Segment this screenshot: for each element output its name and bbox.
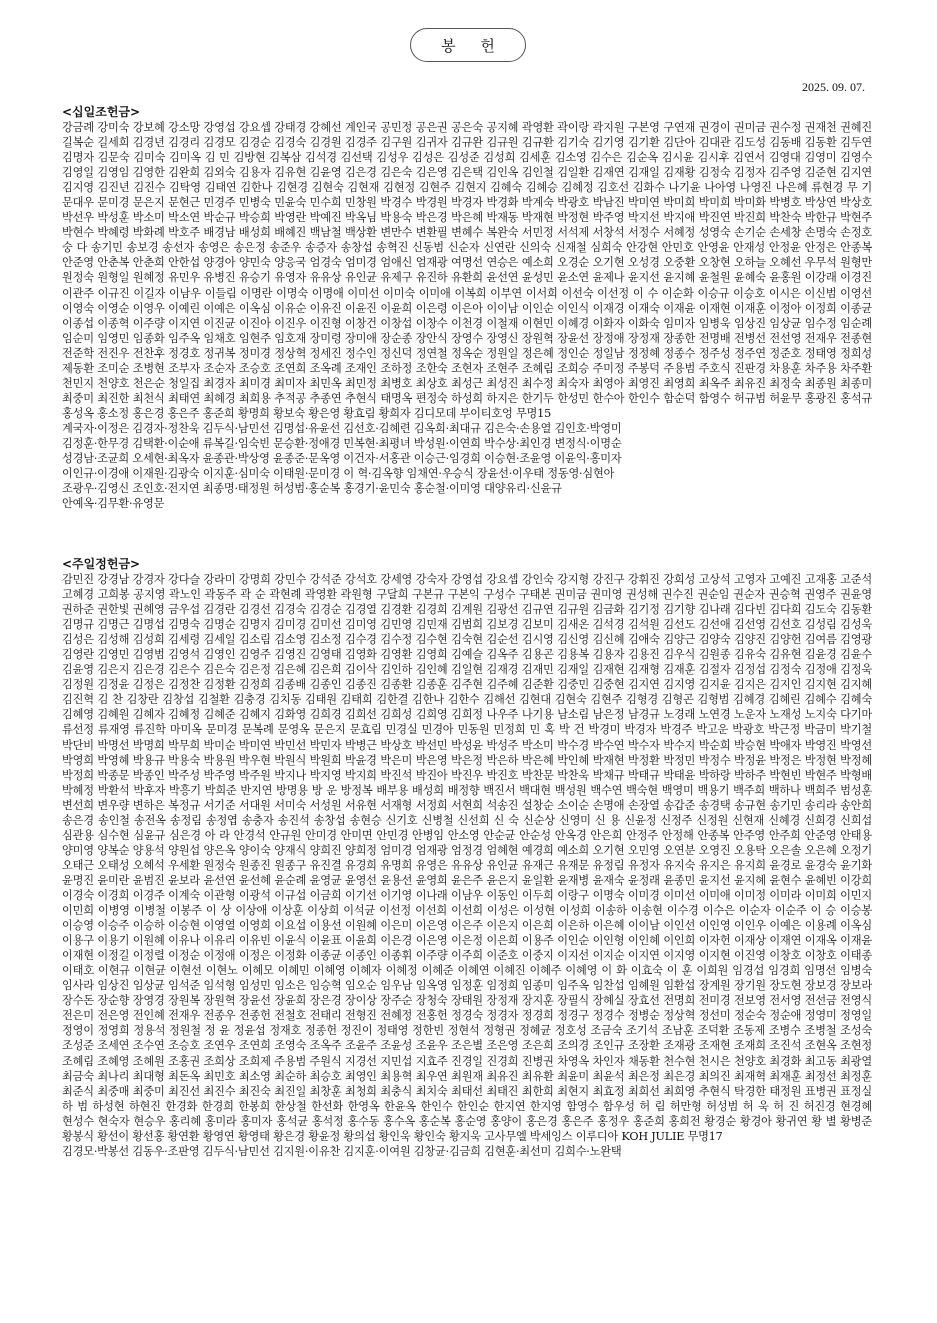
sunday-offering-section [62, 556, 872, 1159]
section-heading: <십일조헌금> [62, 105, 141, 119]
donor-names: 강금례 강미숙 강보혜 강소망 강영섭 강요셉 강태경 강혜선 계인국 공민정 공은권 공은숙 공지혜 곽영환 곽이랑 곽지원 구본영 구연재 권경이 권미금 권수정 권재천 권혜진 길복순 길세희 김경년 김경리 김경모 김경순 김경숙 김경원 김경주 김구원 김귀자 김규완 김규원 김규환 김기숙 김기영 김기환 김단아 김대관 김도성 김동배 김동환 김두연 김명자 김문숙 김미숙 김미옥 김 민 김방현 김복삼 김석경 김선택 김성우 김성은 김성준 김성희 김세훈 김소영 김수은 김순옥 김시윤 김시후 김연서 김영대 김영미 김영수 김영일 김영임 김영한 김완희 김외숙 김용자 김유현 김윤영 김은경 김은숙 김은영 김은택 김인옥 김인철 김일환 김재연 김재일 김재황 김정숙 김정자 김주영 김준현 김지연 김지영 김진년 김진수 김탁영 김태연 김한나 김현경 김현숙 김현재 김현정 김현주 김현지 김혜숙 김혜승 김혜정 김호선 김화수 나기윤 나아영 나영진 나은혜 류현경 무 기 문대우 문미경 문은지 문현근 민경주 민병숙 민윤숙 민수희 민창원 박경수 박경원 박경자 박경화 박계숙 박광호 박남진 박미연 박미희 박미희 박미화 박병호 박상연 박상호 박선우 박성훈 박소미 박소연 박순규 박승희 박영란 박예진 박옥님 박용숙 박은경 박은혜 박재동 박재현 박정현 박주영 박지선 박지애 박진연 박진희 박찬숙 박한규 박현주 박현수 박혜령 박화례 박호주 배경남 배성희 배혜진 백남철 백상환 변만수 변환필 변혜수 복완숙 서민정 서석제 서창석 서정수 서혜정 성영숙 손기순 손세창 손명숙 손정호 숭 다 송기민 송보경 송선자 송영은 송은정 송준우 송증자 송창섭 송혁진 신동범 신순자 신연란 신의숙 신재철 심희숙 안강현 안민호 안영윤 안재성 안정윤 안정은 안종복 안준영 안춘복 안춘희 안한섭 양경아 양민숙 양응국 엄경숙 엄미경 엄애신 엄재광 여명선 연승은 예소희 오경순 오기현 오성경 오중환 오창현 오하늘 오혜선 우무석 원형만 원정숙 원형일 원혜정 유민우 유병진 유승기 유영자 유유상 유인균 유제구 유진하 유환희 윤선연 윤성민 윤소연 윤제나 윤지선 윤지혜 윤철원 윤혜숙 윤홍원 이강래 이경진 이관주 이규진 이길자 이남우 이들림 이명란 이명숙 이명애 이미선 이미숙 이미애 이복희 이부연 이서희 이선숙 이선정 이 수 이순화 이승규 이승호 이시은 이신범 이영선 이영숙 이영순 이영우 이예린 이예은 이옥심 이유순 이유진 이윤진 이윤희 이은령 이은아 이이남 이인순 이인식 이재경 이재숙 이재윤 이재현 이재훈 이정아 이정희 이종균 이종섭 이종혁 이주량 이지연 이진균 이진아 이진우 이진형 이창건 이창섭 이창수 이천경 이철재 이현민 이혜경 이화자 이화숙 임미자 임병욱 임상진 임상균 임수정 임순례 임순미 임영민 임종화 임주옥 임채호 임현주 임호재 장미령 장미애 장순종 장안식 장영수 장영신 장원혁 장윤선 장정애 장정재 장종한 전명배 전병선 전선영 전재우 전종현 전준학 전진우 전찬후 정경호 정귀복 정미경 정상혁 정세진 정수인 정신덕 정연철 정옥순 정원일 정은혜 정인순 정일남 정정혜 정종수 정주성 정주연 정준호 정태영 정희성 제동환 조미순 조병현 조부자 조순자 조승호 조연희 조옥례 조재인 조하정 조한숙 조현자 조현주 조혜림 조희승 주미정 주봉덕 주용범 주호식 진판경 차용훈 차주용 차주환 천민지 천양호 천은순 청일집 최경자 최미경 최미자 최민옥 최민정 최병호 최상호 최성근 최성진 최수정 최숙자 최영아 최영진 최영희 최옥주 최유진 최정숙 최종원 최종미 최중미 최진한 최천식 최태연 최혜경 최희용 추적공 추종연 추현식 태명옥 편정숙 하성희 하지은 한기두 한성민 한수아 한인수 함순덕 함영수 허규범 허윤무 홍광진 홍석규 홍성옥 홍소정 홍은경 홍은주 홍준희 황명희 황보숙 황은영 황효림 황희자 김디모데 부이티호엉 무명15 계국자·이정은 김경자·정찬욱 김두식·남민선 김명섭·유윤선 김선호·김혜련 김옥희·최대규 김은숙·손용열 김인호·박영미 김정훈·한무경 김택환·이순애 류복길·임숙빈 문승환·정애경 민복현·최평녀 박성원·이연희 박수상·최인경 변정식·이명순 성경남·조균희 오세현·최옥자 윤종관·박상영 윤종준·문옥영 이건자·서홍관 이승근·임경희 이승현·조윤영 이윤익·홍미자 이인규·이경애 이재원·김광숙 이지훈·심미숙 이태원·문미경 이 혁·김옥향 임채연·우승식 장윤선·이우태 정동영·심현아 조광우·김영신 조인호·전지연 최종명·태정원 허성범·홍순복 홍경기·윤민숙 홍순철·이미영 대양유리·신윤규 안예옥·김무환·유영문 [62, 121, 872, 511]
section-heading: <주일정헌금> [62, 557, 141, 571]
document-date: 2025. 09. 07. [802, 80, 865, 94]
donor-names: 감민진 강경남 강경자 강다슬 강라미 강명희 강민수 강석준 강석호 강세영 강숙자 강영섭 강요셉 강인숙 강지형 강진구 강휘진 강희성 고상석 고영자 고예진 고재홍 고준석 고혜경 고희봉 공지영 곽노인 곽동주 곽 순 곽현례 곽영환 곽원형 구달희 구본규 구본익 구성수 구태본 권미금 권미영 권성해 권수진 권순임 권순자 권승혁 권영주 권윤영 권하준 권한빛 권혜영 금우섭 김경란 김경선 김경숙 김경순 김경열 김경환 김경희 김계원 김광선 김규연 김규원 김금화 김기정 김기향 김나래 김다빈 김다희 김도숙 김동환 김명규 김명근 김명섭 김명숙 김명순 김명지 김미경 김미선 김미영 김민영 김민재 김범희 김보경 김보미 김새온 김석경 김석원 김선도 김선애 김선영 김선호 김성림 김성욱 김성은 김성해 김성희 김세령 김세일 김소림 김소영 김소정 김수경 김수정 김수현 김숙현 김순선 김시영 김신영 김신혜 김애숙 김양근 김양숙 김양진 김양헌 김여름 김영광 김영란 김영민 김영범 김영석 김영인 김영주 김영진 김영태 김영화 김영환 김영희 김예슬 김옥주 김용곤 김용복 김용자 김용진 김우식 김원종 김유숙 김유현 김윤경 김윤수 김윤영 김은지 김은경 김은수 김은숙 김은정 김은혜 김은희 김이삭 김인하 김인혜 김일현 김재경 김재민 김재일 김재현 김재형 김재훈 김절자 김정섭 김정숙 김정애 김정욱 김정원 김정윤 김정은 김정찬 김정환 김정희 김종배 김종인 김종진 김종환 김종훈 김주현 김주혜 김준환 김중민 김중현 김지연 김지영 김지윤 김지은 김지인 김지현 김지혜 김진혁 김 찬 김창란 김창섭 김철환 김충경 김치동 김태원 김태희 김한결 김한나 김한수 김해선 김현대 김현숙 김현주 김형경 김형곤 김형범 김혜경 김혜린 김혜수 김혜숙 김혜영 김혜원 김혜자 김혜정 김혜준 김혜지 김화영 김희경 김희선 김희성 김희영 김희정 나우주 나기용 남소림 남은정 남경규 노경래 노연경 노운자 노재성 노지숙 다기마 류선정 류재영 류진학 마미옥 문미경 문복례 문영옥 문은지 문효림 민경실 민경아 민동원 민정희 민 혹 박 건 박경미 박경자 박경주 박고운 박광호 박근정 박금미 박기철 박단비 박명선 박명희 박무희 박미순 박미연 박민선 박민자 박병근 박상호 박선민 박성윤 박성주 박소미 박수경 박수연 박수자 박수지 박순희 박승현 박애자 박영진 박영선 박영희 박영혜 박용규 박용숙 박용원 박우현 박원식 박원희 박윤경 박은미 박은영 박은정 박은하 박은혜 박인혜 박재현 박정환 박정민 박정수 박정윤 박정은 박정현 박정혜 박정희 박종문 박종인 박주성 박주영 박주원 박지나 박지영 박지희 박진석 박진아 박진우 박진호 박찬문 박찬욱 박채규 박태규 박태윤 박하랑 박하주 박현빈 박현주 박형배 박혜정 박환석 박후자 박흥기 박희준 반지연 방명용 방 운 방정복 배부용 배성희 배정향 백진서 백대현 백성원 백수연 백숙현 백영미 백용기 백주희 백하나 백희주 범성훈 변선희 변우량 변하은 복정규 서기준 서대원 서미숙 서성원 서유현 서재형 서정희 서현희 석송진 설창순 소이순 손명애 손장열 송갑준 송경택 송규현 송기민 송리라 송안희 송은경 송인철 송전옥 송정림 송정엽 송충자 송진석 송창섭 송현승 신기호 신병철 신선희 신 숙 신순상 신영미 신 용 신윤정 신정주 신정원 신현재 신혜경 신희경 신희섭 심관용 심수현 심윤규 심은경 아 라 안경석 안규원 안미경 안미면 안민경 안병임 안소영 안순균 안순성 안옥경 안은희 안정주 안정해 안종복 안주영 안주희 안준영 안태용 양미영 양복순 양용석 양원섭 양은옥 양이숙 양재식 양희진 양희정 엄미경 엄재광 엄정경 엄혜현 예경희 예소희 오기현 오민영 오연분 오영진 오용탁 오은솔 오은혜 오정기 오태근 오태성 오혜석 우세환 원정숙 원종진 원종구 유진결 유경희 유명희 유영은 유유상 유인균 유재근 유재문 유정림 유정자 유지숙 유지은 유지희 윤경로 윤경숙 윤기화 윤명진 윤미란 윤범진 윤보라 윤선연 윤선혜 윤순례 윤영균 윤영선 윤용선 윤영희 윤은주 윤은지 윤일환 윤재병 윤재숙 윤정래 윤종민 윤지선 윤지혜 윤현수 윤혜빈 이강희 이경숙 이경희 이경주 이계숙 이관형 이광석 이규섭 이금희 이기선 이기영 이나래 이남우 이동인 이두희 이랑구 이명숙 이미경 이미선 이미애 이미정 이미라 이미희 이민지 이민희 이병영 이병철 이봉주 이 상 이상애 이상훈 이상희 이석균 이선정 이선희 이선희 이성은 이성현 이성희 이송하 이송현 이수경 이수은 이순자 이순주 이 승 이승봉 이승영 이승주 이승하 이승현 이영열 이영희 이요섭 이용선 이원혜 이은미 이은영 이은주 이은지 이은희 이은하 이은혜 이이남 이인선 이인영 이인우 이예은 이용례 이옥심 이용구 이용기 이원혜 이유나 이유리 이유빈 이윤식 이윤표 이윤희 이은경 이은영 이은정 이은희 이용주 이인순 이인형 이인혜 이인희 이자헌 이재상 이재연 이재옥 이재윤 이재현 이정길 이정렬 이정순 이정애 이정은 이정화 이종균 이종인 이종휘 이주량 이주희 이준호 이중지 이지선 이지순 이지연 이지영 이지현 이진영 이창호 이창호 이태종 이태호 이현규 이현균 이현선 이현노 이혜모 이혜민 이혜영 이혜자 이혜정 이혜준 이혜연 이혜진 이혜주 이혜영 이 화 이효숙 이 훈 이희원 임경섭 임경희 임명선 임병숙 임사라 임상진 임상균 임석준 임석형 임성민 임소은 임승혁 임오순 임우남 임옥영 임정훈 임정희 임종미 임주옥 임찬섭 임혜원 임환섭 장계원 장기원 장도현 장보경 장보라 장수돈 장순향 장영경 장원복 장원혁 장윤선 장윤희 장은경 장이상 장주순 장청숙 장태원 장정재 장지훈 장필식 장혜실 장효선 전명희 전미경 전보영 전서영 전선금 전영식 전은미 전은영 전인혜 전재우 전종우 전종헌 전철호 전태리 전형진 전혜정 전홍헌 정경숙 정경자 정경희 정경구 정경수 정병순 정상혁 정선미 정순숙 정순애 정영미 정영일 정영이 정영희 정용석 정원철 정 윤 정윤섭 정재호 정종헌 정진이 정태영 정한빈 정현석 정형권 정혜균 정호성 조금숙 조기석 조남훈 조덕환 조동제 조병수 조병철 조성숙 조성준 조세연 조수연 조승호 조연우 조연희 조영숙 조옥주 조윤주 조윤성 조윤우 조은별 조은영 조은희 조의경 조인규 조장환 조재광 조재현 조재희 조진석 조현옥 조현정 조혜림 조혜영 조혜원 조홍권 조희상 조희제 주용범 주원식 지경선 지민섭 지효주 진경일 진경희 진병권 차영옥 차인자 채동환 천수현 천시은 천양호 최경화 최고동 최광열 최금숙 최나리 최대형 최돈옥 최민호 최소영 최순하 최승호 최영인 최용혁 최우연 최원재 최유진 최유환 최윤미 최윤석 최은정 최은경 최의진 최재혁 최재훈 최정선 최정훈 최준식 최중매 최중미 최진선 최진수 최진숙 최진일 최창훈 최청희 최충식 최치숙 최태선 최태진 최한희 최현지 최효정 최희선 최희영 추현식 탁경한 태정원 표병권 표정실 하 범 하성현 하현진 한경화 한경희 한봉희 한상철 한선화 한영옥 한윤옥 한인수 한인순 한지연 한지영 함영수 함우성 허 림 허만형 허성범 허 욱 허 진 허진경 현경혜 현성수 현숙자 현승우 홍리혜 홍미라 홍미자 홍석균 홍석정 홍수동 홍수옥 홍순복 홍순영 홍양이 홍은경 홍은주 홍정우 홍준희 홍희전 황경순 황경아 황귀연 황 별 황병준 황봉식 황선이 황선홍 황연환 황영연 황영태 황은경 황윤정 황의섭 황인욱 황인숙 황지욱 고사무엘 박세잉스 이루디아 KOH JULIE 무명17 김경모·박봉선 김동우·조판영 김두식·남민선 김지원·이유찬 김지훈·이여원 김창균·김금희 김현훈·최선미 김희수·노완택 [62, 573, 872, 1158]
tithe-section [62, 104, 872, 511]
title-badge: 봉 헌 [410, 28, 526, 62]
